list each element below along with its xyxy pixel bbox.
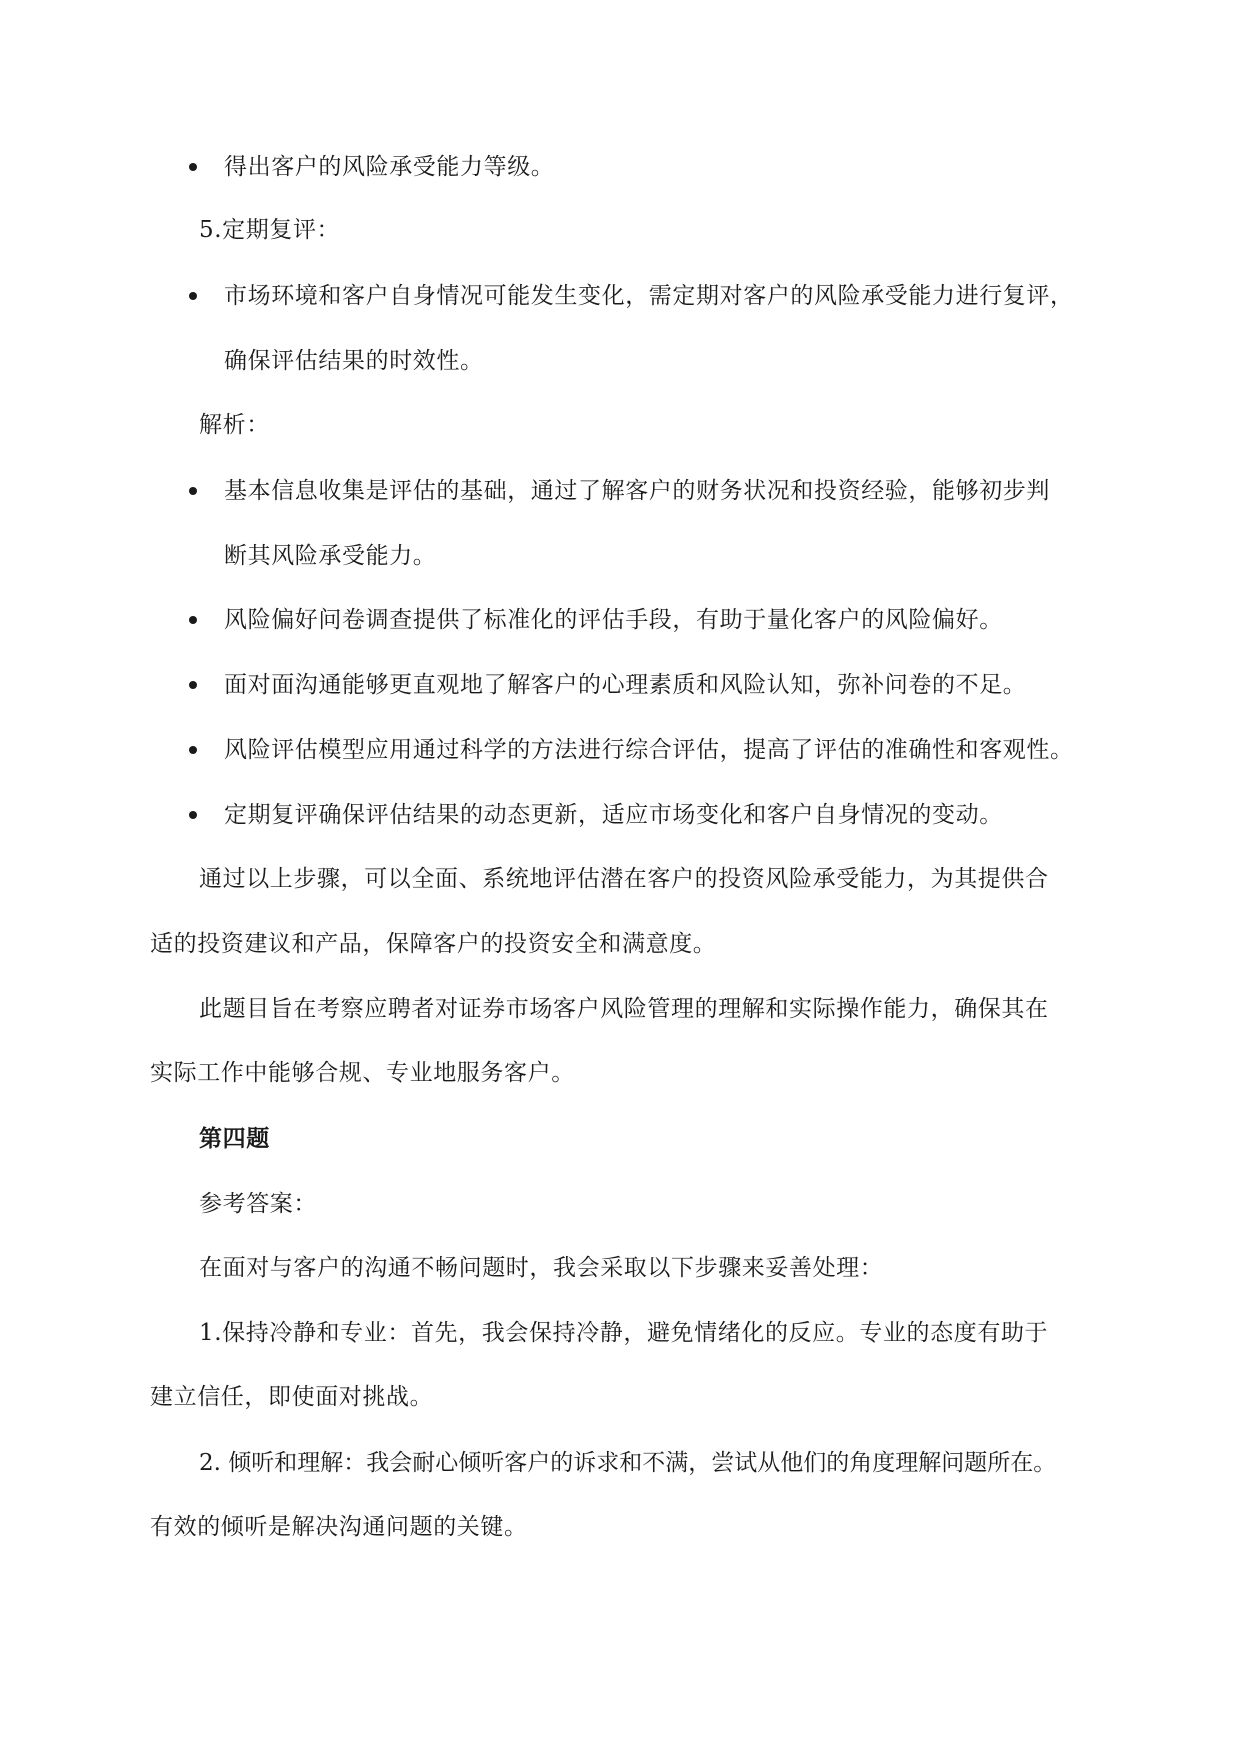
bullet-periodic-review-line-1: 市场环境和客户自身情况可能发生变化，需定期对客户的风险承受能力进行复评， xyxy=(224,283,1074,309)
bullet-risk-level: 得出客户的风险承受能力等级。 xyxy=(224,154,555,180)
question-4-heading: 第四题 xyxy=(199,1125,270,1152)
bullet-marker xyxy=(189,163,197,171)
point-1-line-1: 1.保持冷静和专业：首先，我会保持冷静，避免情绪化的反应。专业的态度有助于 xyxy=(199,1320,1049,1346)
summary-line-2: 适的投资建议和产品，保障客户的投资安全和满意度。 xyxy=(150,931,717,957)
step-5-heading: 5.定期复评： xyxy=(199,217,341,243)
reference-answer-heading: 参考答案： xyxy=(199,1191,317,1217)
point-2-line-1: 2. 倾听和理解：我会耐心倾听客户的诉求和不满，尝试从他们的角度理解问题所在。 xyxy=(199,1450,1057,1476)
summary-line-1: 通过以上步骤，可以全面、系统地评估潜在客户的投资风险承受能力，为其提供合 xyxy=(199,866,1049,892)
bullet-marker xyxy=(189,616,197,624)
analysis-bullet-2: 风险偏好问卷调查提供了标准化的评估手段，有助于量化客户的风险偏好。 xyxy=(224,607,1003,633)
analysis-heading: 解析： xyxy=(199,412,270,438)
bullet-marker xyxy=(189,746,197,754)
bullet-periodic-review-line-2: 确保评估结果的时效性。 xyxy=(224,348,484,374)
bullet-marker xyxy=(189,292,197,300)
bullet-marker xyxy=(189,681,197,689)
analysis-bullet-1-line-1: 基本信息收集是评估的基础，通过了解客户的财务状况和投资经验，能够初步判 xyxy=(224,478,1050,504)
purpose-line-1: 此题目旨在考察应聘者对证券市场客户风险管理的理解和实际操作能力，确保其在 xyxy=(199,996,1049,1022)
analysis-bullet-4: 风险评估模型应用通过科学的方法进行综合评估，提高了评估的准确性和客观性。 xyxy=(224,737,1074,763)
point-2-line-2: 有效的倾听是解决沟通问题的关键。 xyxy=(150,1514,528,1540)
purpose-line-2: 实际工作中能够合规、专业地服务客户。 xyxy=(150,1060,575,1086)
intro-line: 在面对与客户的沟通不畅问题时，我会采取以下步骤来妥善处理： xyxy=(199,1255,884,1281)
analysis-bullet-3: 面对面沟通能够更直观地了解客户的心理素质和风险认知，弥补问卷的不足。 xyxy=(224,672,1027,698)
bullet-marker xyxy=(189,487,197,495)
analysis-bullet-1-line-2: 断其风险承受能力。 xyxy=(224,543,437,569)
analysis-bullet-5: 定期复评确保评估结果的动态更新，适应市场变化和客户自身情况的变动。 xyxy=(224,802,1003,828)
point-1-line-2: 建立信任，即使面对挑战。 xyxy=(150,1384,434,1410)
bullet-marker xyxy=(189,811,197,819)
